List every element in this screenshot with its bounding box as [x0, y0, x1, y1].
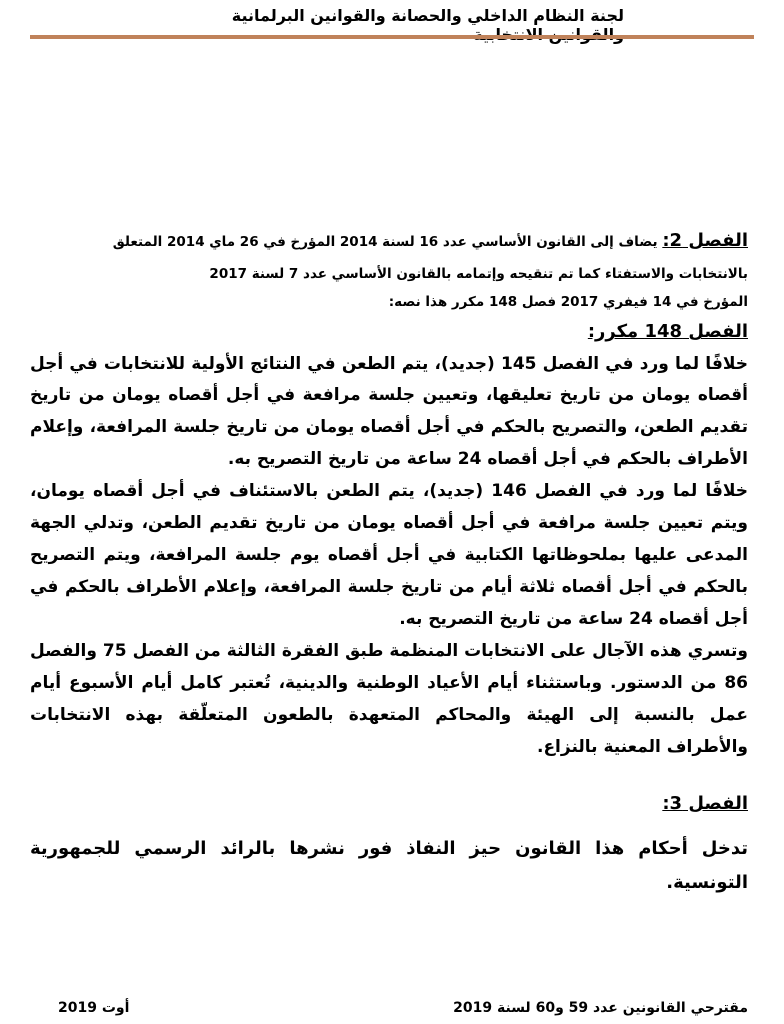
document-body: [30, 222, 748, 900]
article-2-label: الفصل 2:: [662, 230, 748, 251]
article-148-bis-paragraph: خلافًا لما ورد في الفصل 145 (جديد)، يتم الطعن في النتائج الأولية للانتخابات في أجل أقصاه يومان من تاريخ تعليقها، وتعيين جلسة مرافعة في أجل أقصاه يومان من تاريخ تقديم الطعن، والتصريح بالحكم في أجل أقصاه يومان من تاريخ جلسة المرافعة، وإعلام الأطراف بالحكم في أجل أقصاه 24 ساعة من تاريخ التصريح به.: [30, 353, 748, 470]
article-2-intro-line: المؤرخ في 14 فيفري 2017 فصل 148 مكرر هذا نصه:: [388, 294, 748, 311]
article-3-text: تدخل أحكام هذا القانون حيز النفاذ فور نشرها بالرائد الرسمي للجمهورية التونسية.: [30, 837, 748, 894]
committee-header-title: لجنة النظام الداخلي والحصانة والقوانين البرلمانية: [231, 6, 624, 25]
article-148-bis-heading: الفصل 148 مكرر:: [587, 321, 748, 343]
footer-date: أوت 2019: [58, 1000, 130, 1016]
article-2-intro-text: يضاف إلى القانون الأساسي عدد 16 لسنة 2014 المؤرخ في 26 ماي 2014 المتعلق: [112, 234, 658, 250]
footer-proposal-reference: مقترحي القانونين عدد 59 و60 لسنة 2019: [453, 1000, 748, 1016]
article-148-bis-paragraph: وتسري هذه الآجال على الانتخابات المنظمة طبق الفقرة الثالثة من الفصل 75 والفصل 86 من الدستور. وباستثناء أيام الأعياد الوطنية والدينية، تُعتبر كامل أيام الأسبوع أيام عمل بالنسبة إلى الهيئة والمحاكم المتعهدة بالطعون المتعلّقة بهذه الانتخابات والأطراف المعنية بالنزاع.: [30, 641, 749, 757]
header-divider: [30, 35, 754, 39]
article-2-intro-line: بالانتخابات والاستفتاء كما تم تنقيحه وإتمامه بالقانون الأساسي عدد 7 لسنة 2017: [209, 265, 748, 282]
article-2-intro-line: [30, 222, 748, 260]
article-148-bis-paragraph: خلافًا لما ورد في الفصل 146 (جديد)، يتم الطعن بالاستئناف في أجل أقصاه يومان، ويتم تعيين جلسة مرافعة في أجل أقصاه يومان من تاريخ تقديم الطعن، وتدلي الجهة المدعى عليها بملحوظاتها الكتابية في أجل أقصاه يوم جلسة المرافعة، ويتم التصريح بالحكم في أجل أقصاه ثلاثة أيام من تاريخ جلسة المرافعة، وإعلام الأطراف بالحكم في أجل أقصاه 24 ساعة من تاريخ التصريح به.: [30, 481, 748, 630]
article-3-heading: الفصل 3:: [662, 792, 748, 814]
article-2-intro: [30, 222, 748, 316]
